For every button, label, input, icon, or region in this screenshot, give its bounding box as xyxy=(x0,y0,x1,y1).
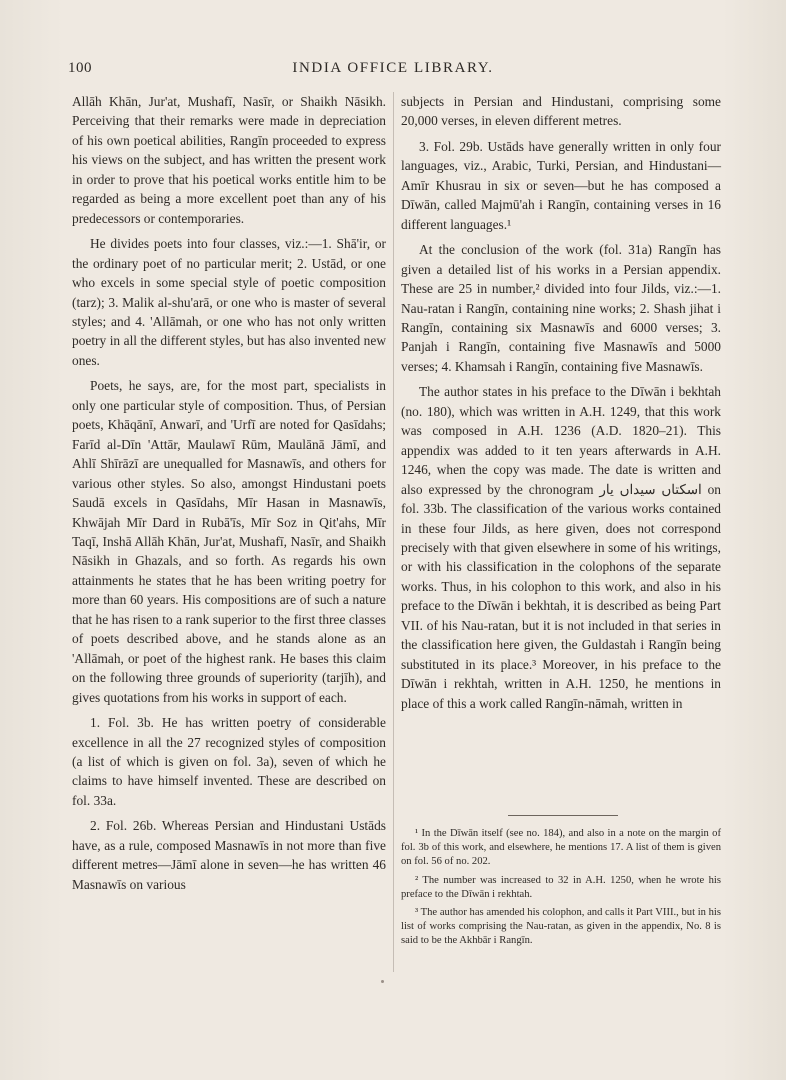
paragraph: 2. Fol. 26b. Whereas Persian and Hindustani Ustāds have, as a rule, composed Masnawīs in not more than five different metres—Jāmī alone in seven—he has written 46 Masnawīs on various xyxy=(72,818,386,892)
right-column xyxy=(401,92,721,713)
footnote: ² The number was increased to 32 in A.H. 1250, when he wrote his preface to the Dīwān i rekhtah. xyxy=(401,874,721,900)
footnotes xyxy=(401,827,721,953)
page-number: 100 xyxy=(68,60,92,76)
footnote: ¹ In the Dīwān itself (see no. 184), and also in a note on the margin of fol. 3b of this work, and elsewhere, he mentions 17. A list of them is given on fol. 56 of no. 202. xyxy=(401,828,721,868)
footnote-rule xyxy=(508,815,618,816)
column-divider xyxy=(393,92,394,972)
paragraph: 1. Fol. 3b. He has written poetry of considerable excellence in all the 27 recognized styles of composition (a list of which is given on fol. 3a), seven of which he claims to have himself invented. These are described on fol. 33a. xyxy=(72,715,386,808)
paragraph: He divides poets into four classes, viz.:—1. Shā'ir, or the ordinary poet of no particular merit; 2. Ustād, or one who excels in some special style of poetic composition (tarz); 3. Malik al-shu'arā, or one who is master of several styles; and 4. 'Allāmah, or one who has not only written poetry in all the different styles, but has also invented new ones. xyxy=(72,236,386,368)
running-head xyxy=(68,60,718,80)
ink-speck xyxy=(381,980,384,983)
paragraph: 3. Fol. 29b. Ustāds have generally written in only four languages, viz., Arabic, Turki, Persian, and Hindustani—Amīr Khusrau in six or seven—but he has composed a Dīwān, called Majmū'ah i Rangīn, containing verses in 16 different languages.¹ xyxy=(401,138,721,232)
paragraph: Poets, he says, are, for the most part, specialists in only one particular style of composition. Thus, of Persian poets, Khāqānī, Anwarī, and 'Urfī are noted for Qasīdahs; Farīd al-Dīn 'Attār, Maulawī Rūm, Maulānā Jāmī, and Ahlī Shīrāzī are unequalled for Masnawīs, and others for various other styles. So also, amongst Hindustani poets Saudā excels in Qasīdahs, Mīr Hasan in Masnawīs, Khwājah Mīr Dard in Rubā'īs, Mīr Soz in Qit'ahs, Mīr Taqī, Inshā Allāh Khān, Jur'at, Mushafī, Nasīr, and Shaikh Nāsikh in Ghazals, and so forth. As regards his own attainments he states that he has been writing poetry for more than 60 years. His compositions are of such a nature that he has risen to a rank superior to the first three classes of poets described above, and he stands alone as an 'Allāmah, or poet of the highest rank. He bases this claim on the following three grounds of superiority (tarjīh), and gives quotations from his works in support of each. xyxy=(72,378,386,705)
left-column xyxy=(72,92,386,894)
paragraph: At the conclusion of the work (fol. 31a) Rangīn has given a detailed list of his works in a Persian appendix. These are 25 in number,² divided into four Jilds, viz.:—1. Nau-ratan i Rangīn, containing nine works; 2. Shash jihat i Rangīn, containing six Masnawīs and 6000 verses; 3. Panjah i Rangīn, containing five Masnawīs and 5000 verses; 4. Khamsah i Rangīn, containing five Masnawīs. xyxy=(401,242,721,374)
paragraph: The author states in his preface to the Dīwān i bekhtah (no. 180), which was written in A.H. 1249, that this work was composed in A.H. 1236 (A.D. 1820–21). This appendix was added to it ten years afterwards in A.H. 1246, when the copy was made. The date is written and also expressed by the chronogram اسکتاں سیداں یار on fol. 33b. The classification of the various works contained in these four Jilds, as here given, does not correspond precisely with that given elsewhere in some of his writings, or with his classification in the colophons of the separate works. Thus, in his colophon to this work, and also in his preface to the Dīwān i bekhtah, it is described as being Part VII. of his Nau-ratan, but it is not included in that series in the classification here given, the Guldastah i Rangīn being substituted in its place.³ Moreover, in his preface to the Dīwān i rekhtah, written in A.H. 1250, he mentions in place of this a work called Rangīn-nāmah, written in xyxy=(401,384,721,711)
footnote: ³ The author has amended his colophon, and calls it Part VIII., but in his list of works comprising the Nau-ratan, as given in the appendix, No. 8 is said to be the Akhbār i Rangīn. xyxy=(401,907,721,947)
paragraph: Allāh Khān, Jur'at, Mushafī, Nasīr, or Shaikh Nāsikh. Perceiving that their remarks were made in depreciation of his own poetical abilities, Rangīn proceeded to express his views on the subject, and has written the present work in order to prove that his poetical works entitle him to be regarded as being a more excellent poet than any of his predecessors or contemporaries. xyxy=(72,94,386,226)
running-title: INDIA OFFICE LIBRARY. xyxy=(292,60,494,76)
paragraph: subjects in Persian and Hindustani, comprising some 20,000 verses, in eleven different metres. xyxy=(401,94,721,129)
